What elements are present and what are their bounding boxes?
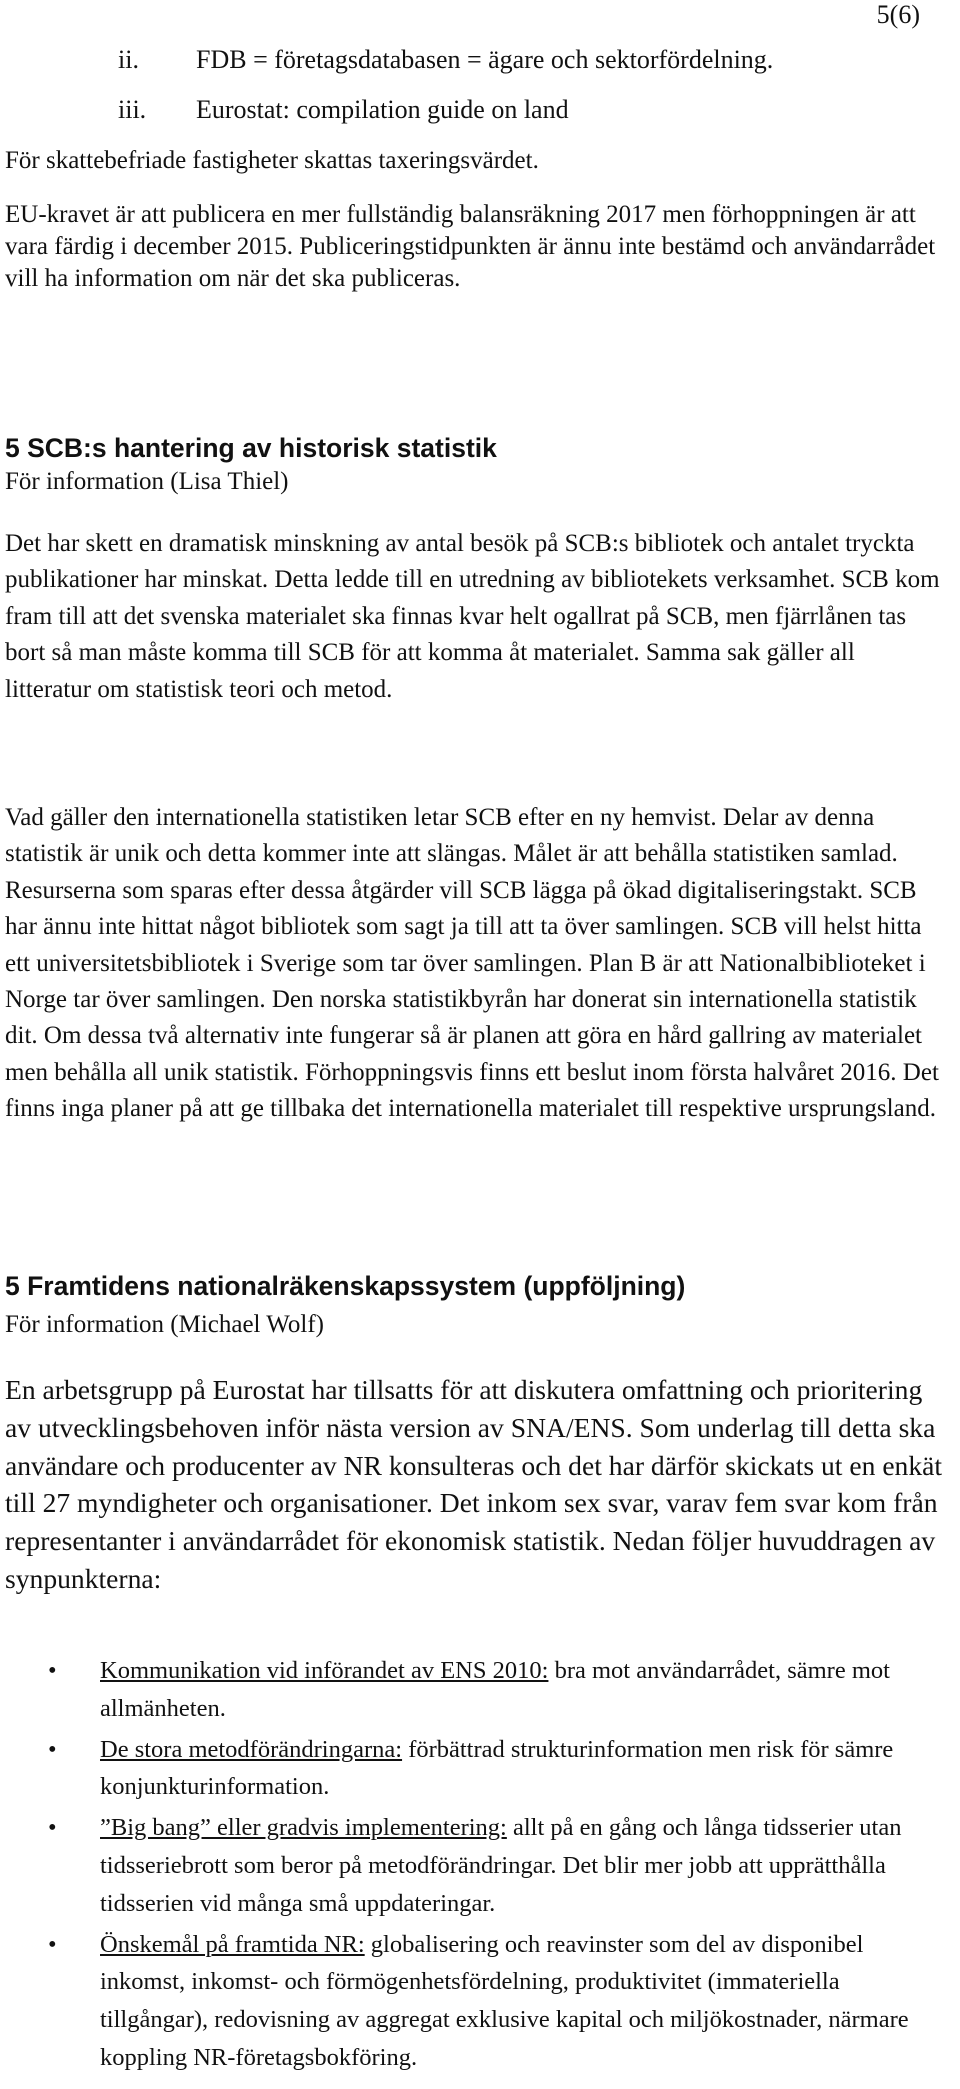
- list-item: [118, 43, 773, 77]
- bullet-icon: •: [48, 1735, 57, 1763]
- list-item-text: Eurostat: compilation guide on land: [196, 95, 569, 124]
- paragraph-eu-requirement: EU-kravet är att publicera en mer fullständig balansräkning 2017 men förhoppningen är att vara färdig i december 2015. Publiceringstidpunkten är ännu inte bestämd och användarrådet vill ha information om när det ska publiceras.: [5, 201, 936, 292]
- bullet-item: [0, 1731, 960, 1807]
- bullet-text: allt på en gång och långa tidsserier utan tidsseriebrott som beror på metodförändringar. Det blir mer jobb att upprätthålla tidsserien vid många små uppdateringar.: [100, 1814, 902, 1917]
- bullet-icon: •: [48, 1657, 57, 1684]
- bullet-label: ”Big bang” eller gradvis implementering:: [100, 1814, 507, 1842]
- bullet-label: De stora metodförändringarna:: [100, 1735, 403, 1763]
- bullet-label: Kommunikation vid införandet av ENS 2010:: [100, 1657, 549, 1684]
- paragraph-international-statistics: Vad gäller den internationella statistiken letar SCB efter en ny hemvist. Delar av denna statistik är unik och detta kommer inte att slängas. Målet är att behålla statistiken samlad. Resurserna som sparas efter dessa åtgärder vill SCB lägga på ökad digitaliseringstakt. SCB har ännu inte hittat något bibliotek som sagt ja till att ta över samlingen. SCB vill helst hitta ett universitetsbibliotek i Sverige som tar över samlingen. Plan B är att Nationalbiblioteket i Norge tar över samlingen. Den norska statistikbyrån har donerat sin internationella statistik dit. Om dessa två alternativ inte fungerar så är planen att göra en hård gallring av materialet men behålla all unik statistik. Förhoppningsvis finns ett beslut inom första halvåret 2016. Det finns inga planer på att ge tillbaka det internationella materialet till respektive ursprungsland.: [5, 804, 939, 1123]
- list-numeral: iii.: [118, 95, 147, 124]
- paragraph-library: Det har skett en dramatisk minskning av antal besök på SCB:s bibliotek och antalet tryckta publikationer har minskat. Detta ledde till en utredning av bibliotekets verksamhet. SCB kom fram till att det svenska materialet ska finnas kvar helt ogallrat på SCB, men fjärrlånen tas bort så man måste komma till SCB för att komma åt materialet. Samma sak gäller all litteratur om statistisk teori och metod.: [5, 530, 940, 703]
- bullet-icon: •: [48, 1930, 57, 1958]
- section-heading-historical-statistics: 5 SCB:s hantering av historisk statistik: [5, 433, 497, 463]
- bullet-text: bra mot användarrådet, sämre mot allmänheten.: [100, 1657, 890, 1722]
- bullet-list: [0, 1652, 960, 2080]
- list-item: [118, 93, 569, 127]
- list-item-text: FDB = företagsdatabasen = ägare och sektorfördelning.: [196, 45, 774, 74]
- bullet-text: globalisering och reavinster som del av disponibel inkomst, inkomst- och förmögenhetsfördelning, produktivitet (immateriella tillgångar), redovisning av aggregat exklusive kapital och miljökostnader, närmare koppling NR-företagsbokföring.: [100, 1930, 909, 2071]
- section-subheading: För information (Lisa Thiel): [5, 468, 289, 495]
- bullet-icon: •: [48, 1814, 57, 1842]
- list-numeral: ii.: [118, 45, 139, 74]
- paragraph-tax-value: För skattebefriade fastigheter skattas taxeringsvärdet.: [5, 147, 539, 174]
- bullet-label: Önskemål på framtida NR:: [100, 1930, 365, 1958]
- section-heading-national-accounts: 5 Framtidens nationalräkenskapssystem (uppföljning): [5, 1271, 686, 1301]
- bullet-item: [0, 1926, 960, 2077]
- section-subheading: För information (Michael Wolf): [5, 1311, 324, 1338]
- page-number: 5(6): [876, 0, 920, 29]
- bullet-item: [0, 1809, 960, 1922]
- bullet-item: [0, 1652, 960, 1728]
- bullet-text: förbättrad strukturinformation men risk för sämre konjunkturinformation.: [100, 1735, 894, 1801]
- paragraph-eurostat-working-group: En arbetsgrupp på Eurostat har tillsatts för att diskutera omfattning och prioritering av utvecklingsbehoven inför nästa version av SNA/ENS. Som underlag till detta ska användare och producenter av NR konsulteras och det har därför skickats ut en enkät till 27 myndigheter och organisationer. Det inkom sex svar, varav fem svar kom från representanter i användarrådet för ekonomisk statistik. Nedan följer huvuddragen av synpunkterna:: [5, 1374, 943, 1594]
